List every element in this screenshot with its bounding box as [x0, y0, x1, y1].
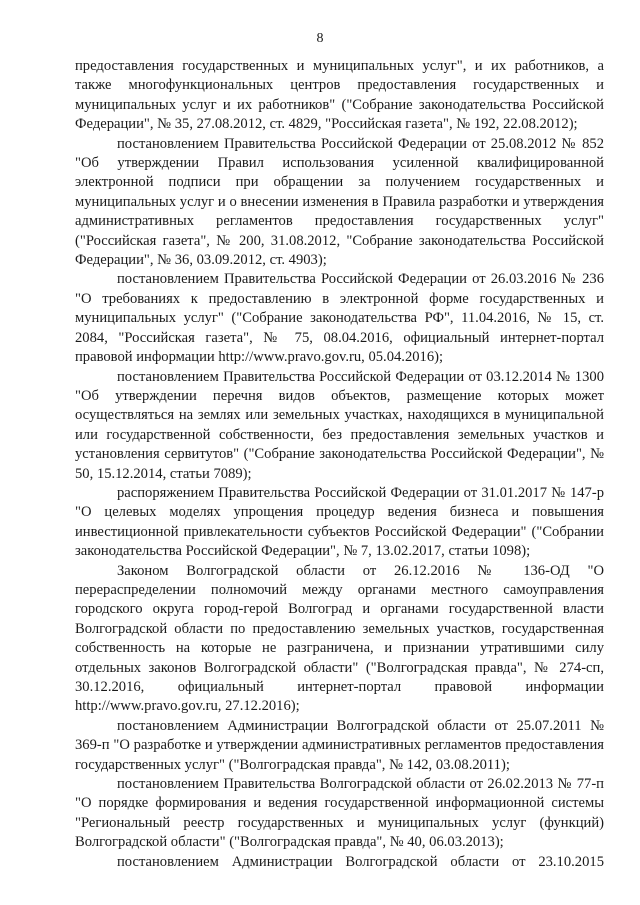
paragraph-order-147r: распоряжением Правительства Российской Федерации от 31.01.2017 № 147-р "О целевых моделях упрощения процедур ведения бизнеса и повышения инвестиционной привлекательности субъектов Российской Федерации" ("Собрании законодательства Российской Федерации", № 7, 13.02.2017, статьи 1098); [75, 484, 604, 560]
paragraph-decree-369p: постановлением Администрации Волгоградской области от 25.07.2011 № 369-п "О разработке и утверждении административных регламентов предоставления государственных услуг" ("Волгоградская правда", № 142, 03.08.2011); [75, 717, 604, 773]
paragraph-decree-1300: постановлением Правительства Российской Федерации от 03.12.2014 № 1300 "Об утверждении перечня видов объектов, размещение которых может осуществляться на землях или земельных участках, находящихся в муниципальной или государственной собственности, без предоставления земельных участков и установления сервитутов" ("Собрание законодательства Российской Федерации", № 50, 15.12.2014, статьи 7089); [75, 368, 604, 482]
paragraph-continuation: предоставления государственных и муниципальных услуг", и их работников, а также многофункциональных центров предоставления государственных и муниципальных услуг и их работников" ("Собрание законодательства Российской Федерации", № 35, 27.08.2012, ст. 4829, "Российская газета", № 192, 22.08.2012); [75, 58, 604, 133]
document-body [75, 57, 604, 872]
paragraph-decree-852: постановлением Правительства Российской Федерации от 25.08.2012 № 852 "Об утверждении Правил использования усиленной квалифицированной электронной подписи при обращении за получением государственных и муниципальных услуг и о внесении изменения в Правила разработки и утверждения административных регламентов предоставления государственных услуг" ("Российская газета", № 200, 31.08.2012, "Собрание законодательства Российской Федерации", № 36, 03.09.2012, ст. 4903); [75, 135, 604, 269]
paragraph-decree-2015: постановлением Администрации Волгоградской области от 23.10.2015 [117, 853, 604, 870]
paragraph-law-136od: Законом Волгоградской области от 26.12.2016 № 136-ОД "О перераспределении полномочий между органами местного самоуправления городского округа город-герой Волгоград и органами государственной власти Волгоградской области по предоставлению земельных участков, государственная собственность на которые не разграничена, и признании утратившими силу отдельных законов Волгоградской области" ("Волгоградская правда", № 274-сп, 30.12.2016, официальный интернет-портал правовой информации http://www.pravo.gov.ru, 27.12.2016); [75, 562, 604, 715]
page-number: 8 [316, 31, 324, 46]
paragraph-decree-236: постановлением Правительства Российской Федерации от 26.03.2016 № 236 "О требованиях к предоставлению в электронной форме государственных и муниципальных услуг" ("Собрание законодательства РФ", 11.04.2016, № 15, ст. 2084, "Российская газета", № 75, 08.04.2016, официальный интернет-портал правовой информации http://www.pravo.gov.ru, 05.04.2016); [75, 271, 604, 366]
paragraph-decree-77p: постановлением Правительства Волгоградской области от 26.02.2013 № 77-п "О порядке формирования и ведения государственной информационной системы "Региональный реестр государственных и муниципальных услуг (функций) Волгоградской области" ("Волгоградская правда", № 40, 06.03.2013); [75, 776, 604, 851]
